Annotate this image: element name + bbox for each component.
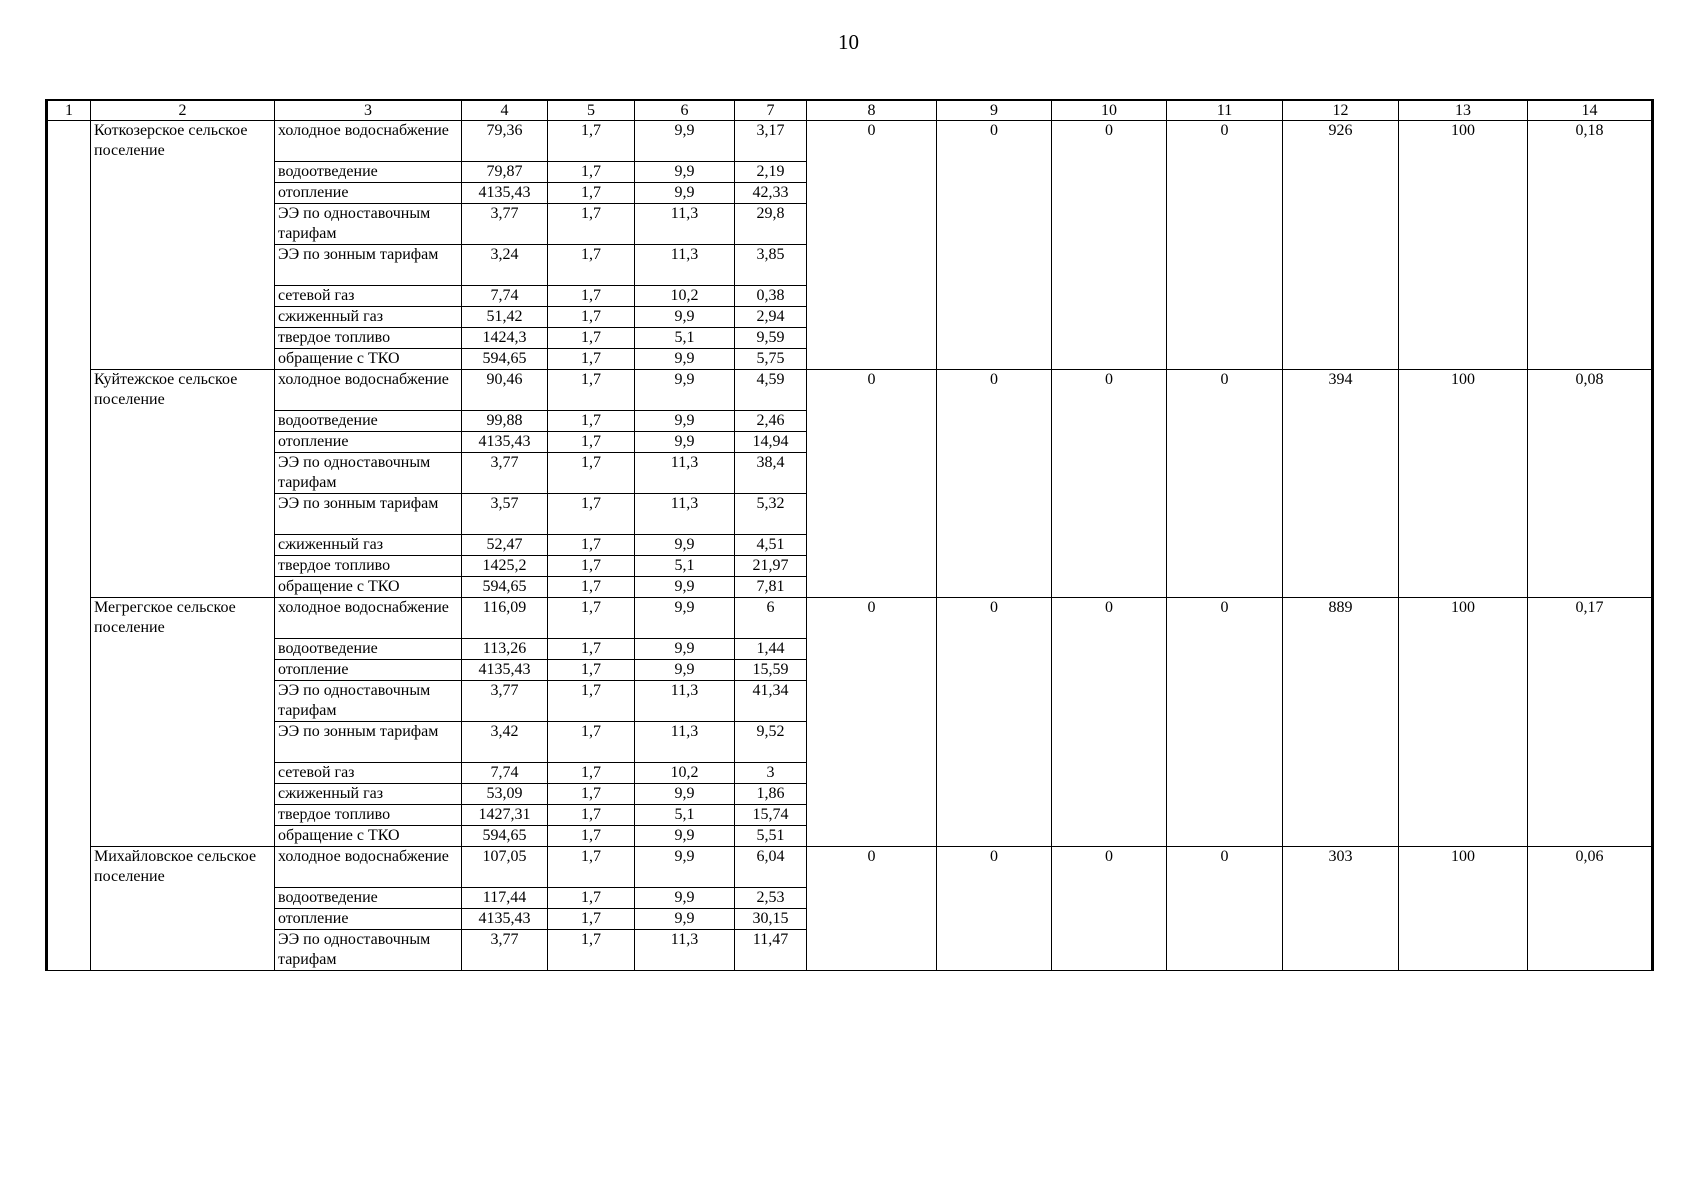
value-col5: 1,7: [548, 286, 635, 307]
service-name: отопление: [275, 432, 462, 453]
column-header: 10: [1052, 100, 1167, 121]
value-col6: 9,9: [635, 909, 735, 930]
value-col4: 1427,31: [462, 805, 548, 826]
value-col6: 11,3: [635, 453, 735, 494]
value-col10: 0: [1052, 847, 1167, 971]
value-col5: 1,7: [548, 556, 635, 577]
table-row: [47, 121, 1653, 162]
value-col4: 79,87: [462, 162, 548, 183]
value-col6: 9,9: [635, 826, 735, 847]
value-col9: 0: [937, 847, 1052, 971]
value-col5: 1,7: [548, 826, 635, 847]
value-col6: 9,9: [635, 432, 735, 453]
value-col12: 303: [1283, 847, 1399, 971]
value-col5: 1,7: [548, 598, 635, 639]
service-name: обращение с ТКО: [275, 349, 462, 370]
value-col7: 3: [735, 763, 807, 784]
value-col7: 5,75: [735, 349, 807, 370]
column-number-row: [47, 100, 1653, 121]
value-col4: 1424,3: [462, 328, 548, 349]
value-col11: 0: [1167, 370, 1283, 598]
value-col6: 11,3: [635, 930, 735, 971]
value-col6: 9,9: [635, 888, 735, 909]
service-name: отопление: [275, 660, 462, 681]
value-col5: 1,7: [548, 494, 635, 535]
value-col6: 9,9: [635, 598, 735, 639]
value-col5: 1,7: [548, 183, 635, 204]
service-name: сжиженный газ: [275, 535, 462, 556]
service-name: обращение с ТКО: [275, 826, 462, 847]
column-header: 3: [275, 100, 462, 121]
service-name: ЭЭ по зонным тарифам: [275, 722, 462, 763]
tariff-table: [45, 99, 1654, 971]
value-col7: 4,59: [735, 370, 807, 411]
value-col5: 1,7: [548, 784, 635, 805]
value-col7: 2,19: [735, 162, 807, 183]
value-col7: 5,32: [735, 494, 807, 535]
service-name: водоотведение: [275, 162, 462, 183]
service-name: холодное водоснабжение: [275, 598, 462, 639]
value-col11: 0: [1167, 598, 1283, 847]
value-col6: 9,9: [635, 639, 735, 660]
value-col12: 926: [1283, 121, 1399, 370]
value-col4: 4135,43: [462, 909, 548, 930]
service-name: отопление: [275, 909, 462, 930]
service-name: сетевой газ: [275, 763, 462, 784]
value-col5: 1,7: [548, 577, 635, 598]
value-col5: 1,7: [548, 847, 635, 888]
value-col5: 1,7: [548, 639, 635, 660]
value-col7: 0,38: [735, 286, 807, 307]
value-col5: 1,7: [548, 660, 635, 681]
column-header: 14: [1528, 100, 1653, 121]
value-col4: 3,77: [462, 930, 548, 971]
value-col4: 53,09: [462, 784, 548, 805]
value-col4: 3,77: [462, 453, 548, 494]
value-col4: 594,65: [462, 577, 548, 598]
value-col6: 9,9: [635, 121, 735, 162]
service-name: твердое топливо: [275, 328, 462, 349]
service-name: твердое топливо: [275, 556, 462, 577]
value-col6: 10,2: [635, 286, 735, 307]
value-col4: 90,46: [462, 370, 548, 411]
table-row: [47, 598, 1653, 639]
value-col13: 100: [1399, 370, 1528, 598]
service-name: отопление: [275, 183, 462, 204]
column-header: 1: [47, 100, 91, 121]
value-col7: 3,85: [735, 245, 807, 286]
service-name: холодное водоснабжение: [275, 847, 462, 888]
column-header: 11: [1167, 100, 1283, 121]
service-name: ЭЭ по одноставочным тарифам: [275, 681, 462, 722]
value-col4: 99,88: [462, 411, 548, 432]
value-col7: 9,52: [735, 722, 807, 763]
value-col7: 41,34: [735, 681, 807, 722]
value-col6: 11,3: [635, 204, 735, 245]
value-col5: 1,7: [548, 763, 635, 784]
value-col7: 3,17: [735, 121, 807, 162]
value-col10: 0: [1052, 370, 1167, 598]
value-col6: 11,3: [635, 722, 735, 763]
service-name: сжиженный газ: [275, 307, 462, 328]
value-col8: 0: [807, 121, 937, 370]
value-col13: 100: [1399, 121, 1528, 370]
table-row: [47, 370, 1653, 411]
value-col7: 14,94: [735, 432, 807, 453]
value-col4: 3,24: [462, 245, 548, 286]
service-name: твердое топливо: [275, 805, 462, 826]
value-col7: 15,59: [735, 660, 807, 681]
page-number: 10: [838, 30, 859, 54]
value-col10: 0: [1052, 598, 1167, 847]
value-col7: 1,44: [735, 639, 807, 660]
value-col7: 2,94: [735, 307, 807, 328]
value-col7: 38,4: [735, 453, 807, 494]
column-header: 12: [1283, 100, 1399, 121]
value-col6: 9,9: [635, 183, 735, 204]
value-col5: 1,7: [548, 349, 635, 370]
value-col7: 30,15: [735, 909, 807, 930]
value-col4: 7,74: [462, 763, 548, 784]
value-col5: 1,7: [548, 411, 635, 432]
service-name: холодное водоснабжение: [275, 370, 462, 411]
value-col7: 29,8: [735, 204, 807, 245]
value-col5: 1,7: [548, 453, 635, 494]
settlement-name: Михайловское сельское поселение: [91, 847, 275, 971]
value-col4: 51,42: [462, 307, 548, 328]
value-col9: 0: [937, 370, 1052, 598]
value-col8: 0: [807, 370, 937, 598]
value-col14: 0,08: [1528, 370, 1653, 598]
value-col12: 889: [1283, 598, 1399, 847]
value-col6: 9,9: [635, 411, 735, 432]
value-col13: 100: [1399, 598, 1528, 847]
value-col4: 107,05: [462, 847, 548, 888]
value-col5: 1,7: [548, 805, 635, 826]
value-col7: 21,97: [735, 556, 807, 577]
value-col12: 394: [1283, 370, 1399, 598]
value-col6: 11,3: [635, 681, 735, 722]
value-col5: 1,7: [548, 888, 635, 909]
column-header: 13: [1399, 100, 1528, 121]
value-col4: 4135,43: [462, 432, 548, 453]
value-col6: 9,9: [635, 349, 735, 370]
service-name: водоотведение: [275, 639, 462, 660]
value-col7: 5,51: [735, 826, 807, 847]
value-col5: 1,7: [548, 162, 635, 183]
value-col8: 0: [807, 847, 937, 971]
value-col6: 9,9: [635, 370, 735, 411]
value-col7: 11,47: [735, 930, 807, 971]
value-col5: 1,7: [548, 681, 635, 722]
value-col7: 15,74: [735, 805, 807, 826]
value-col7: 2,46: [735, 411, 807, 432]
value-col6: 5,1: [635, 328, 735, 349]
value-col5: 1,7: [548, 245, 635, 286]
settlement-name: Куйтежское сельское поселение: [91, 370, 275, 598]
value-col4: 3,77: [462, 204, 548, 245]
value-col5: 1,7: [548, 535, 635, 556]
service-name: ЭЭ по зонным тарифам: [275, 494, 462, 535]
value-col4: 594,65: [462, 826, 548, 847]
value-col7: 4,51: [735, 535, 807, 556]
value-col7: 42,33: [735, 183, 807, 204]
value-col14: 0,18: [1528, 121, 1653, 370]
value-col13: 100: [1399, 847, 1528, 971]
value-col4: 79,36: [462, 121, 548, 162]
value-col14: 0,06: [1528, 847, 1653, 971]
value-col6: 9,9: [635, 660, 735, 681]
column-header: 5: [548, 100, 635, 121]
value-col4: 117,44: [462, 888, 548, 909]
value-col6: 10,2: [635, 763, 735, 784]
service-name: ЭЭ по одноставочным тарифам: [275, 930, 462, 971]
service-name: водоотведение: [275, 411, 462, 432]
value-col9: 0: [937, 598, 1052, 847]
value-col6: 9,9: [635, 784, 735, 805]
value-col4: 3,77: [462, 681, 548, 722]
value-col10: 0: [1052, 121, 1167, 370]
value-col4: 3,57: [462, 494, 548, 535]
settlement-name: Коткозерское сельское поселение: [91, 121, 275, 370]
column-header: 2: [91, 100, 275, 121]
value-col5: 1,7: [548, 307, 635, 328]
value-col5: 1,7: [548, 204, 635, 245]
column-header: 8: [807, 100, 937, 121]
value-col6: 9,9: [635, 307, 735, 328]
value-col6: 11,3: [635, 245, 735, 286]
service-name: ЭЭ по одноставочным тарифам: [275, 204, 462, 245]
value-col5: 1,7: [548, 121, 635, 162]
value-col6: 9,9: [635, 847, 735, 888]
service-name: ЭЭ по одноставочным тарифам: [275, 453, 462, 494]
service-name: сетевой газ: [275, 286, 462, 307]
value-col4: 3,42: [462, 722, 548, 763]
value-col7: 6: [735, 598, 807, 639]
service-name: обращение с ТКО: [275, 577, 462, 598]
column-header: 9: [937, 100, 1052, 121]
value-col6: 9,9: [635, 577, 735, 598]
value-col5: 1,7: [548, 370, 635, 411]
row-number-cell: [47, 121, 91, 971]
value-col4: 1425,2: [462, 556, 548, 577]
value-col5: 1,7: [548, 722, 635, 763]
value-col7: 7,81: [735, 577, 807, 598]
service-name: сжиженный газ: [275, 784, 462, 805]
value-col4: 116,09: [462, 598, 548, 639]
column-header: 6: [635, 100, 735, 121]
service-name: холодное водоснабжение: [275, 121, 462, 162]
service-name: ЭЭ по зонным тарифам: [275, 245, 462, 286]
value-col7: 1,86: [735, 784, 807, 805]
value-col4: 52,47: [462, 535, 548, 556]
value-col6: 9,9: [635, 535, 735, 556]
value-col5: 1,7: [548, 328, 635, 349]
column-header: 7: [735, 100, 807, 121]
value-col4: 4135,43: [462, 183, 548, 204]
value-col7: 6,04: [735, 847, 807, 888]
service-name: водоотведение: [275, 888, 462, 909]
value-col4: 594,65: [462, 349, 548, 370]
value-col4: 4135,43: [462, 660, 548, 681]
value-col6: 5,1: [635, 556, 735, 577]
settlement-name: Мегрегское сельское поселение: [91, 598, 275, 847]
value-col11: 0: [1167, 847, 1283, 971]
value-col6: 5,1: [635, 805, 735, 826]
value-col7: 2,53: [735, 888, 807, 909]
value-col6: 9,9: [635, 162, 735, 183]
value-col5: 1,7: [548, 930, 635, 971]
value-col5: 1,7: [548, 432, 635, 453]
value-col9: 0: [937, 121, 1052, 370]
table-body: [47, 100, 1653, 971]
value-col7: 9,59: [735, 328, 807, 349]
value-col8: 0: [807, 598, 937, 847]
column-header: 4: [462, 100, 548, 121]
table-row: [47, 847, 1653, 888]
value-col14: 0,17: [1528, 598, 1653, 847]
value-col11: 0: [1167, 121, 1283, 370]
value-col5: 1,7: [548, 909, 635, 930]
value-col6: 11,3: [635, 494, 735, 535]
value-col4: 7,74: [462, 286, 548, 307]
value-col4: 113,26: [462, 639, 548, 660]
